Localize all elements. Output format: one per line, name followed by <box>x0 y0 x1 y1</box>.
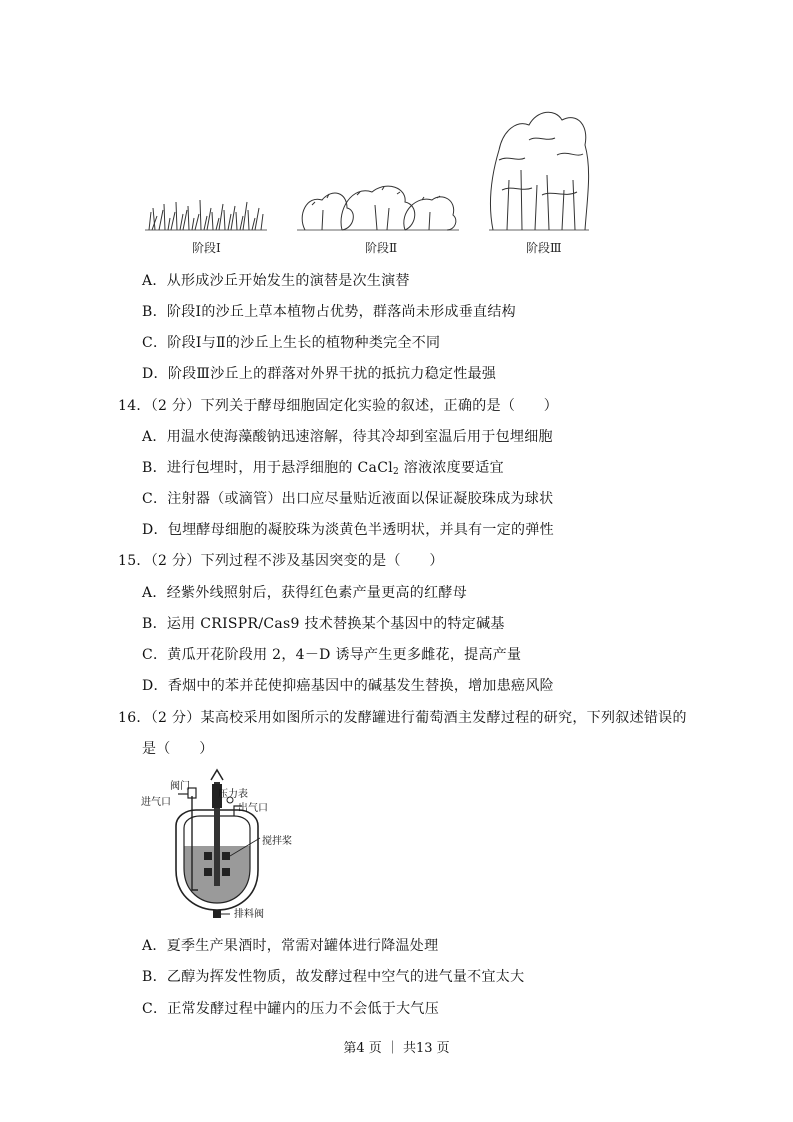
q14-option-b-text: B．进行包埋时，用于悬浮细胞的 CaCl <box>142 460 393 476</box>
q14-option-b-tail: 溶液浓度要适宜 <box>399 460 504 476</box>
q16-stem-line2: 是（ ） <box>142 741 214 757</box>
succession-illustration <box>137 100 593 255</box>
q14-option-a: A．用温水使海藻酸钠迅速溶解，待其冷却到室温后用于包埋细胞 <box>142 429 553 445</box>
q15-option-b: B．运用 CRISPR/Cas9 技术替换某个基因中的特定碱基 <box>142 616 505 632</box>
fermenter-label-valve: 阀门 <box>170 781 190 792</box>
forest-stage-3-drawing <box>489 112 589 230</box>
fermenter-label-stirrer: 搅拌桨 <box>262 836 292 847</box>
fermenter-label-discharge: 排料阀 <box>234 909 264 920</box>
q15-option-c: C．黄瓜开花阶段用 2，4－D 诱导产生更多雌花，提高产量 <box>142 647 522 663</box>
shrub-stage-2-drawing <box>297 186 459 230</box>
q14-stem: 14．（2 分）下列关于酵母细胞固定化实验的叙述，正确的是（ ） <box>118 398 559 414</box>
fermenter-label-outlet: 出气口 <box>238 803 268 814</box>
q16-option-a: A．夏季生产果酒时，常需对罐体进行降温处理 <box>142 938 439 954</box>
q14-option-b-subscript: 2 <box>393 467 400 477</box>
q13-option-a: A．从形成沙丘开始发生的演替是次生演替 <box>142 273 410 289</box>
q13-option-d: D．阶段Ⅲ沙丘上的群落对外界干扰的抵抗力稳定性最强 <box>142 366 497 382</box>
page-footer: 第4 页 ｜ 共13 页 <box>343 1041 450 1056</box>
q16-option-c: C．正常发酵过程中罐内的压力不会低于大气压 <box>142 1001 440 1017</box>
q13-option-b: B．阶段Ⅰ的沙丘上草本植物占优势，群落尚未形成垂直结构 <box>142 304 516 320</box>
q16-option-b: B．乙醇为挥发性物质，故发酵过程中空气的进气量不宜太大 <box>142 969 525 985</box>
q15-stem: 15．（2 分）下列过程不涉及基因突变的是（ ） <box>118 553 444 569</box>
q14-option-d: D．包埋酵母细胞的凝胶珠为淡黄色半透明状，并具有一定的弹性 <box>142 522 554 538</box>
succession-figure <box>137 100 593 255</box>
q13-option-c: C．阶段Ⅰ与Ⅱ的沙丘上生长的植物种类完全不同 <box>142 335 441 351</box>
fermenter-label-inlet: 进气口 <box>141 797 171 808</box>
stage-label-3: 阶段Ⅲ <box>526 241 562 255</box>
q16-stem-line1: 16．（2 分）某高校采用如图所示的发酵罐进行葡萄酒主发酵过程的研究，下列叙述错误的 <box>118 710 687 726</box>
q15-option-a: A．经紫外线照射后，获得红色素产量更高的红酵母 <box>142 585 468 601</box>
grass-stage-1-drawing <box>145 200 267 230</box>
q15-option-d: D．香烟中的苯并芘使抑癌基因中的碱基发生替换，增加患癌风险 <box>142 678 554 694</box>
stage-label-1: 阶段Ⅰ <box>192 241 221 255</box>
q14-option-b <box>142 457 504 477</box>
stage-label-2: 阶段Ⅱ <box>365 241 398 255</box>
q14-option-c: C．注射器（或滴管）出口应尽量贴近液面以保证凝胶珠成为球状 <box>142 491 554 507</box>
fermenter-label-pressure: 压力表 <box>218 789 248 800</box>
